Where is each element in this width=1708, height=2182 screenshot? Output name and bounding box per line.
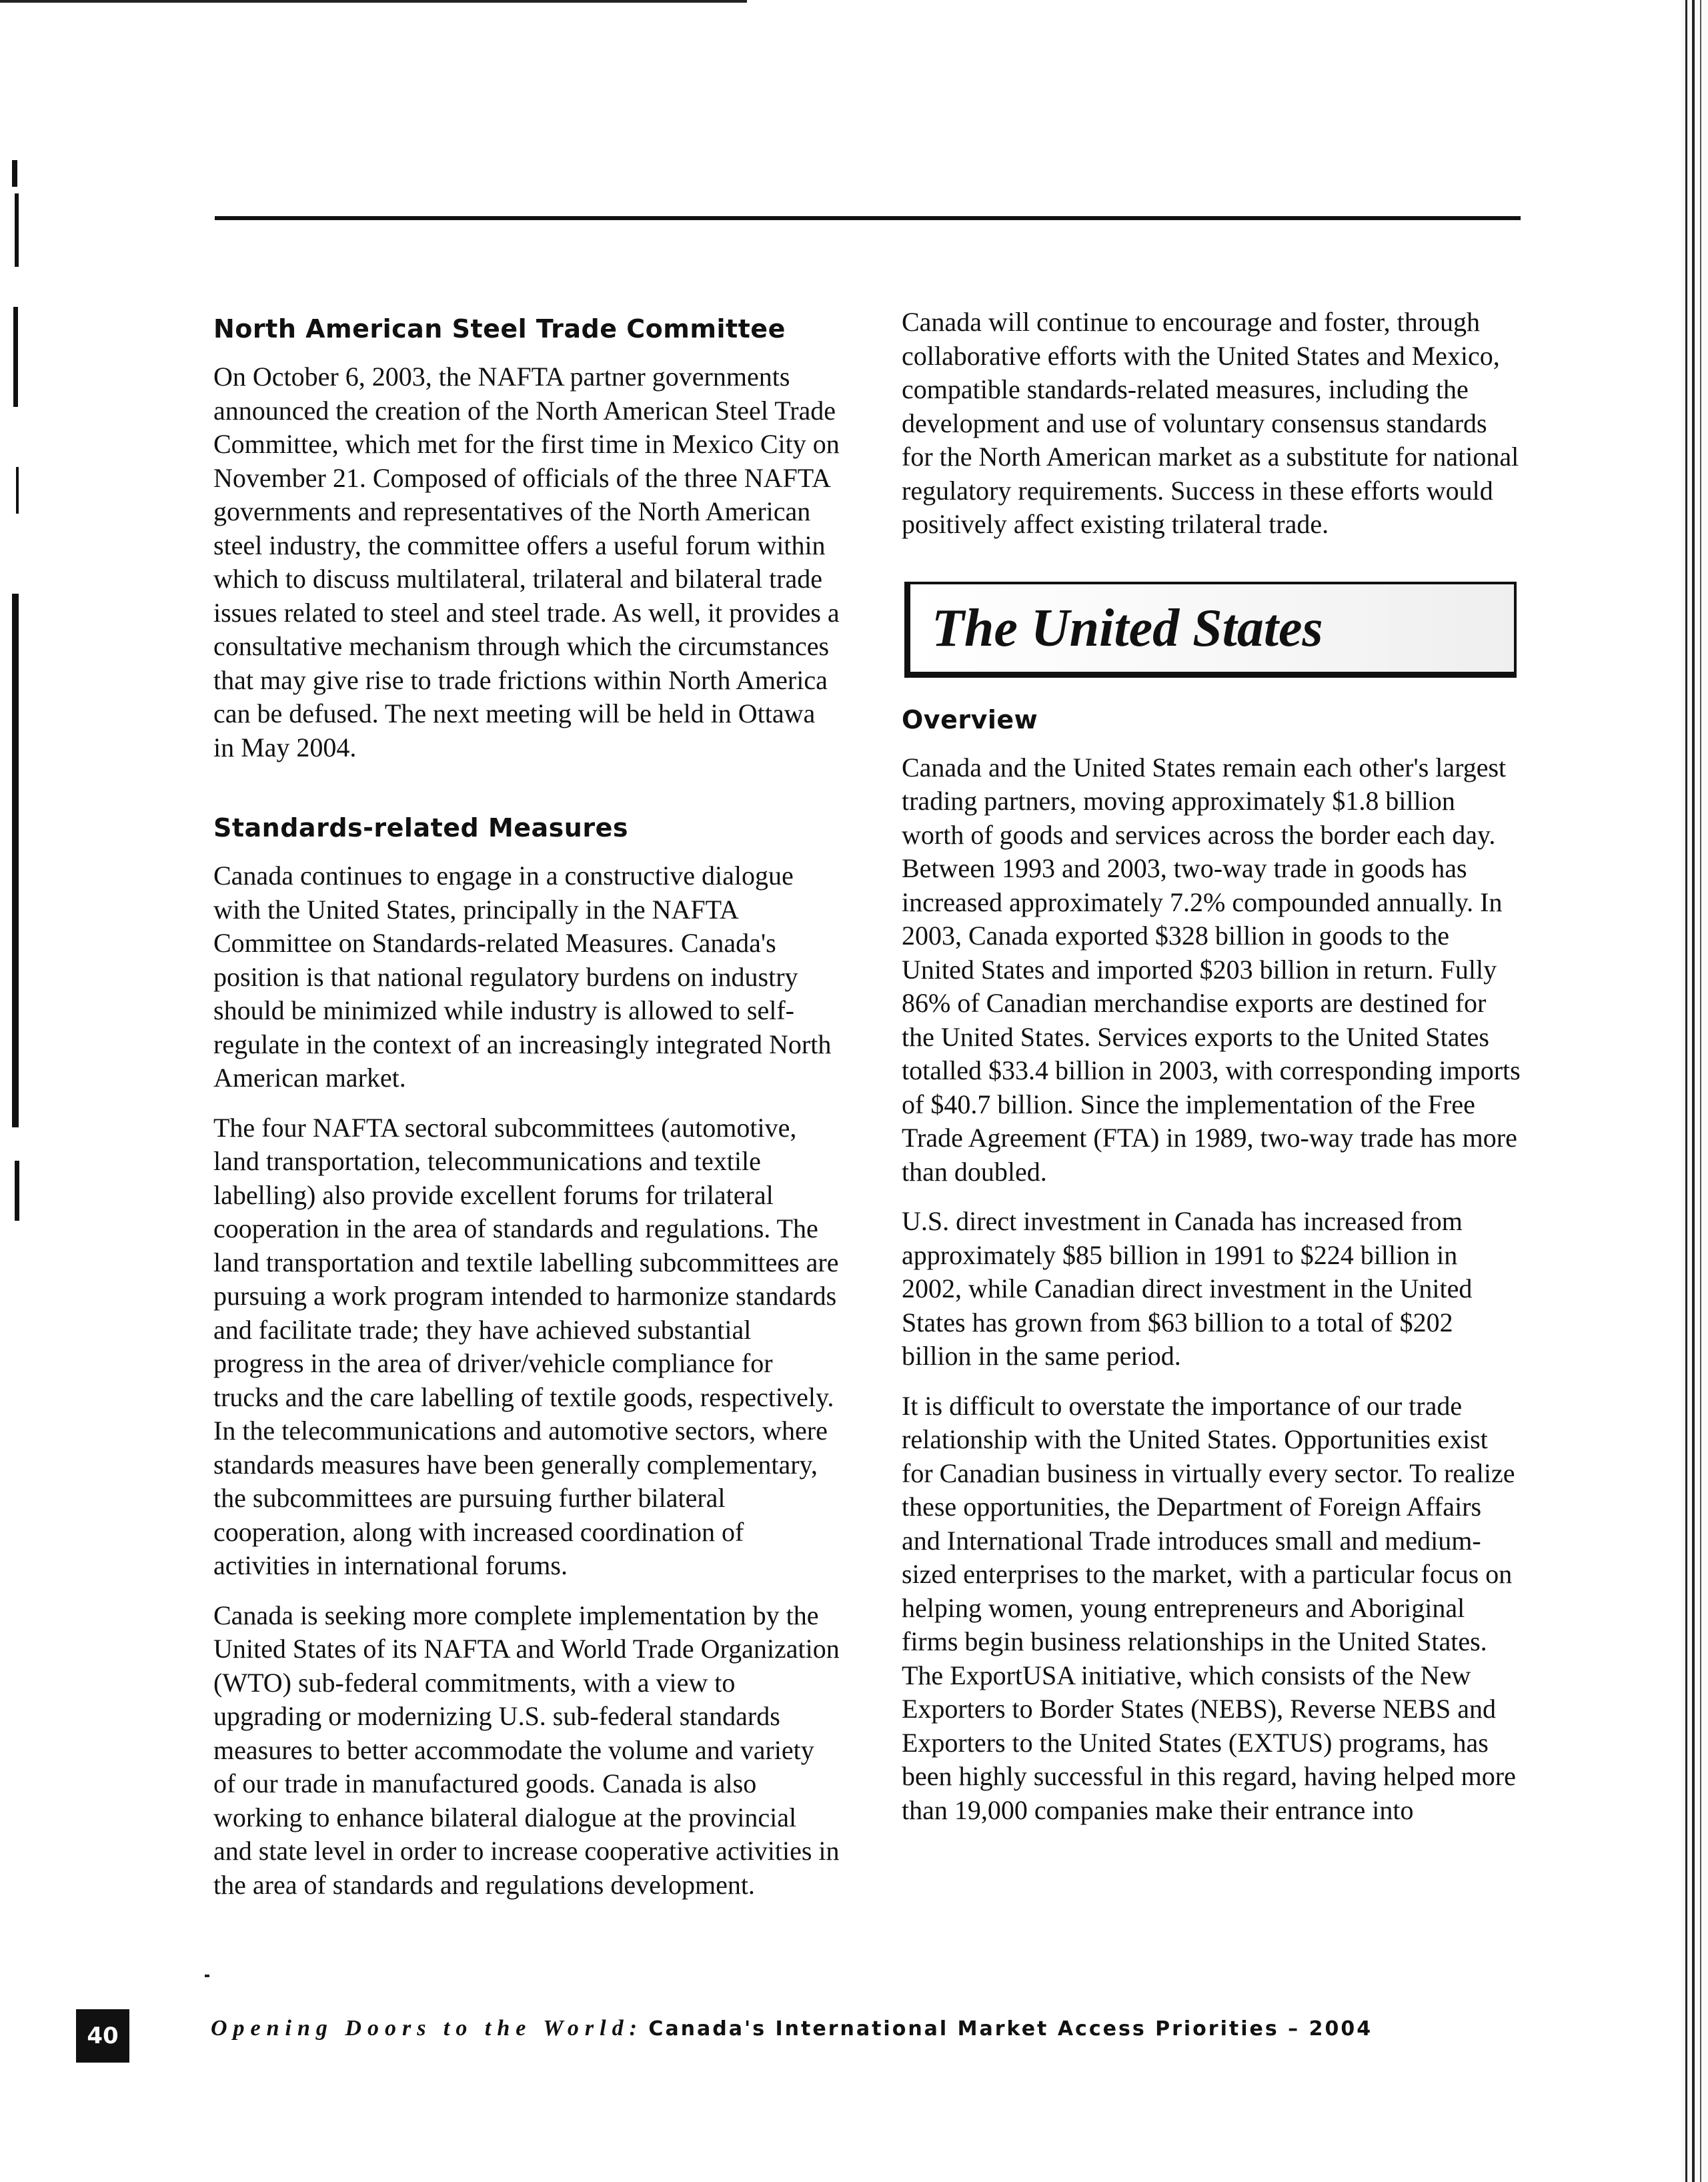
right-column	[902, 306, 1522, 1843]
standards-continuation-paragraph: Canada will continue to encourage and foster, through collaborative efforts with the United States and Mexico, compatible standards-related measures, including the development and use of voluntary consensus standards for the North American market as a substitute for national regulatory requirements. Success in these efforts would positively affect existing trilateral trade.	[902, 307, 1519, 539]
page-edge-scan	[1681, 0, 1708, 2182]
standards-paragraph-1: Canada continues to engage in a constructive dialogue with the United States, principally in the NAFTA Committee on Standards-related Measures. Canada's position is that national regulatory burdens on industry should be minimized while industry is allowed to self-regulate in the context of an increasingly integrated North American market.	[213, 861, 832, 1093]
left-column	[213, 306, 840, 1918]
overview-paragraph-3: It is difficult to overstate the importance of our trade relationship with the United States. Opportunities exist for Canadian business in virtually every sector. To realize these opportunities, the Department of Foreign Affairs and International Trade introduces small and medium-sized enterprises to the market, with a particular focus on helping women, young entrepreneurs and Aboriginal firms begin business relationships in the United States. The ExportUSA initiative, which consists of the New Exporters to Border States (NEBS), Reverse NEBS and Exporters to the United States (EXTUS) programs, has been highly successful in this regard, having helped more than 19,000 companies make their entrance into	[902, 1390, 1516, 1825]
header-rule	[215, 216, 1521, 220]
footer-title-rest: Canada's International Market Access Priorities – 2004	[648, 2017, 1373, 2041]
overview-heading: Overview	[902, 704, 1038, 734]
standards-paragraph-2: The four NAFTA sectoral subcommittees (automotive, land transportation, telecommunications and textile labelling) also provide excellent forums for trilateral cooperation in the area of standards and regulations. The land transportation and textile labelling subcommittees are pursuing a work program intended to harmonize standards and facilitate trade; they have achieved substantial progress in the area of driver/vehicle compliance for trucks and the care labelling of textile goods, respectively. In the telecommunications and automotive sectors, where standards measures have been generally complementary, the subcommittees are pursuing further bilateral cooperation, along with increased coordination of activities in international forums.	[213, 1112, 839, 1580]
binding-marks	[12, 153, 25, 1087]
steel-committee-heading: North American Steel Trade Committee	[213, 314, 786, 344]
page-number: 40	[76, 2009, 129, 2063]
running-footer	[211, 2016, 1373, 2041]
country-title: The United States	[932, 598, 1323, 658]
footer-dash-mark	[205, 1975, 209, 1977]
overview-paragraph-1: Canada and the United States remain each other's largest trading partners, moving approximately $1.8 billion worth of goods and services across the border each day. Between 1993 and 2003, two-way trade in goods has increased approximately 7.2% compounded annually. In 2003, Canada exported $328 billion in goods to the United States and imported $203 billion in return. Fully 86% of Canadian merchandise exports are destined for the United States. Services exports to the United States totalled $33.4 billion in 2003, with corresponding imports of $40.7 billion. Since the implementation of the Free Trade Agreement (FTA) in 1989, two-way trade has more than doubled.	[902, 752, 1521, 1187]
standards-paragraph-3: Canada is seeking more complete implementation by the United States of its NAFTA and World Trade Organization (WTO) sub-federal commitments, with a view to upgrading or modernizing U.S. sub-federal standards measures to better accommodate the volume and variety of our trade in manufactured goods. Canada is also working to enhance bilateral dialogue at the provincial and state level in order to increase cooperative activities in the area of standards and regulations development.	[213, 1600, 840, 1900]
top-edge-rule	[0, 0, 747, 3]
standards-heading: Standards-related Measures	[213, 813, 628, 843]
country-title-box	[904, 582, 1517, 678]
footer-title-italic: Opening Doors to the World:	[211, 2016, 643, 2041]
steel-committee-paragraph: On October 6, 2003, the NAFTA partner governments announced the creation of the North American Steel Trade Committee, which met for the first time in Mexico City on November 21. Composed of officials of the three NAFTA governments and representatives of the North American steel industry, the committee offers a useful forum within which to discuss multilateral, trilateral and bilateral trade issues related to steel and steel trade. As well, it provides a consultative mechanism through which the circumstances that may give rise to trade frictions within North America can be defused. The next meeting will be held in Ottawa in May 2004.	[213, 362, 840, 762]
overview-paragraph-2: U.S. direct investment in Canada has increased from approximately $85 billion in 1991 to $224 billion in 2002, while Canadian direct investment in the United States has grown from $63 billion to a total of $202 billion in the same period.	[902, 1206, 1473, 1371]
